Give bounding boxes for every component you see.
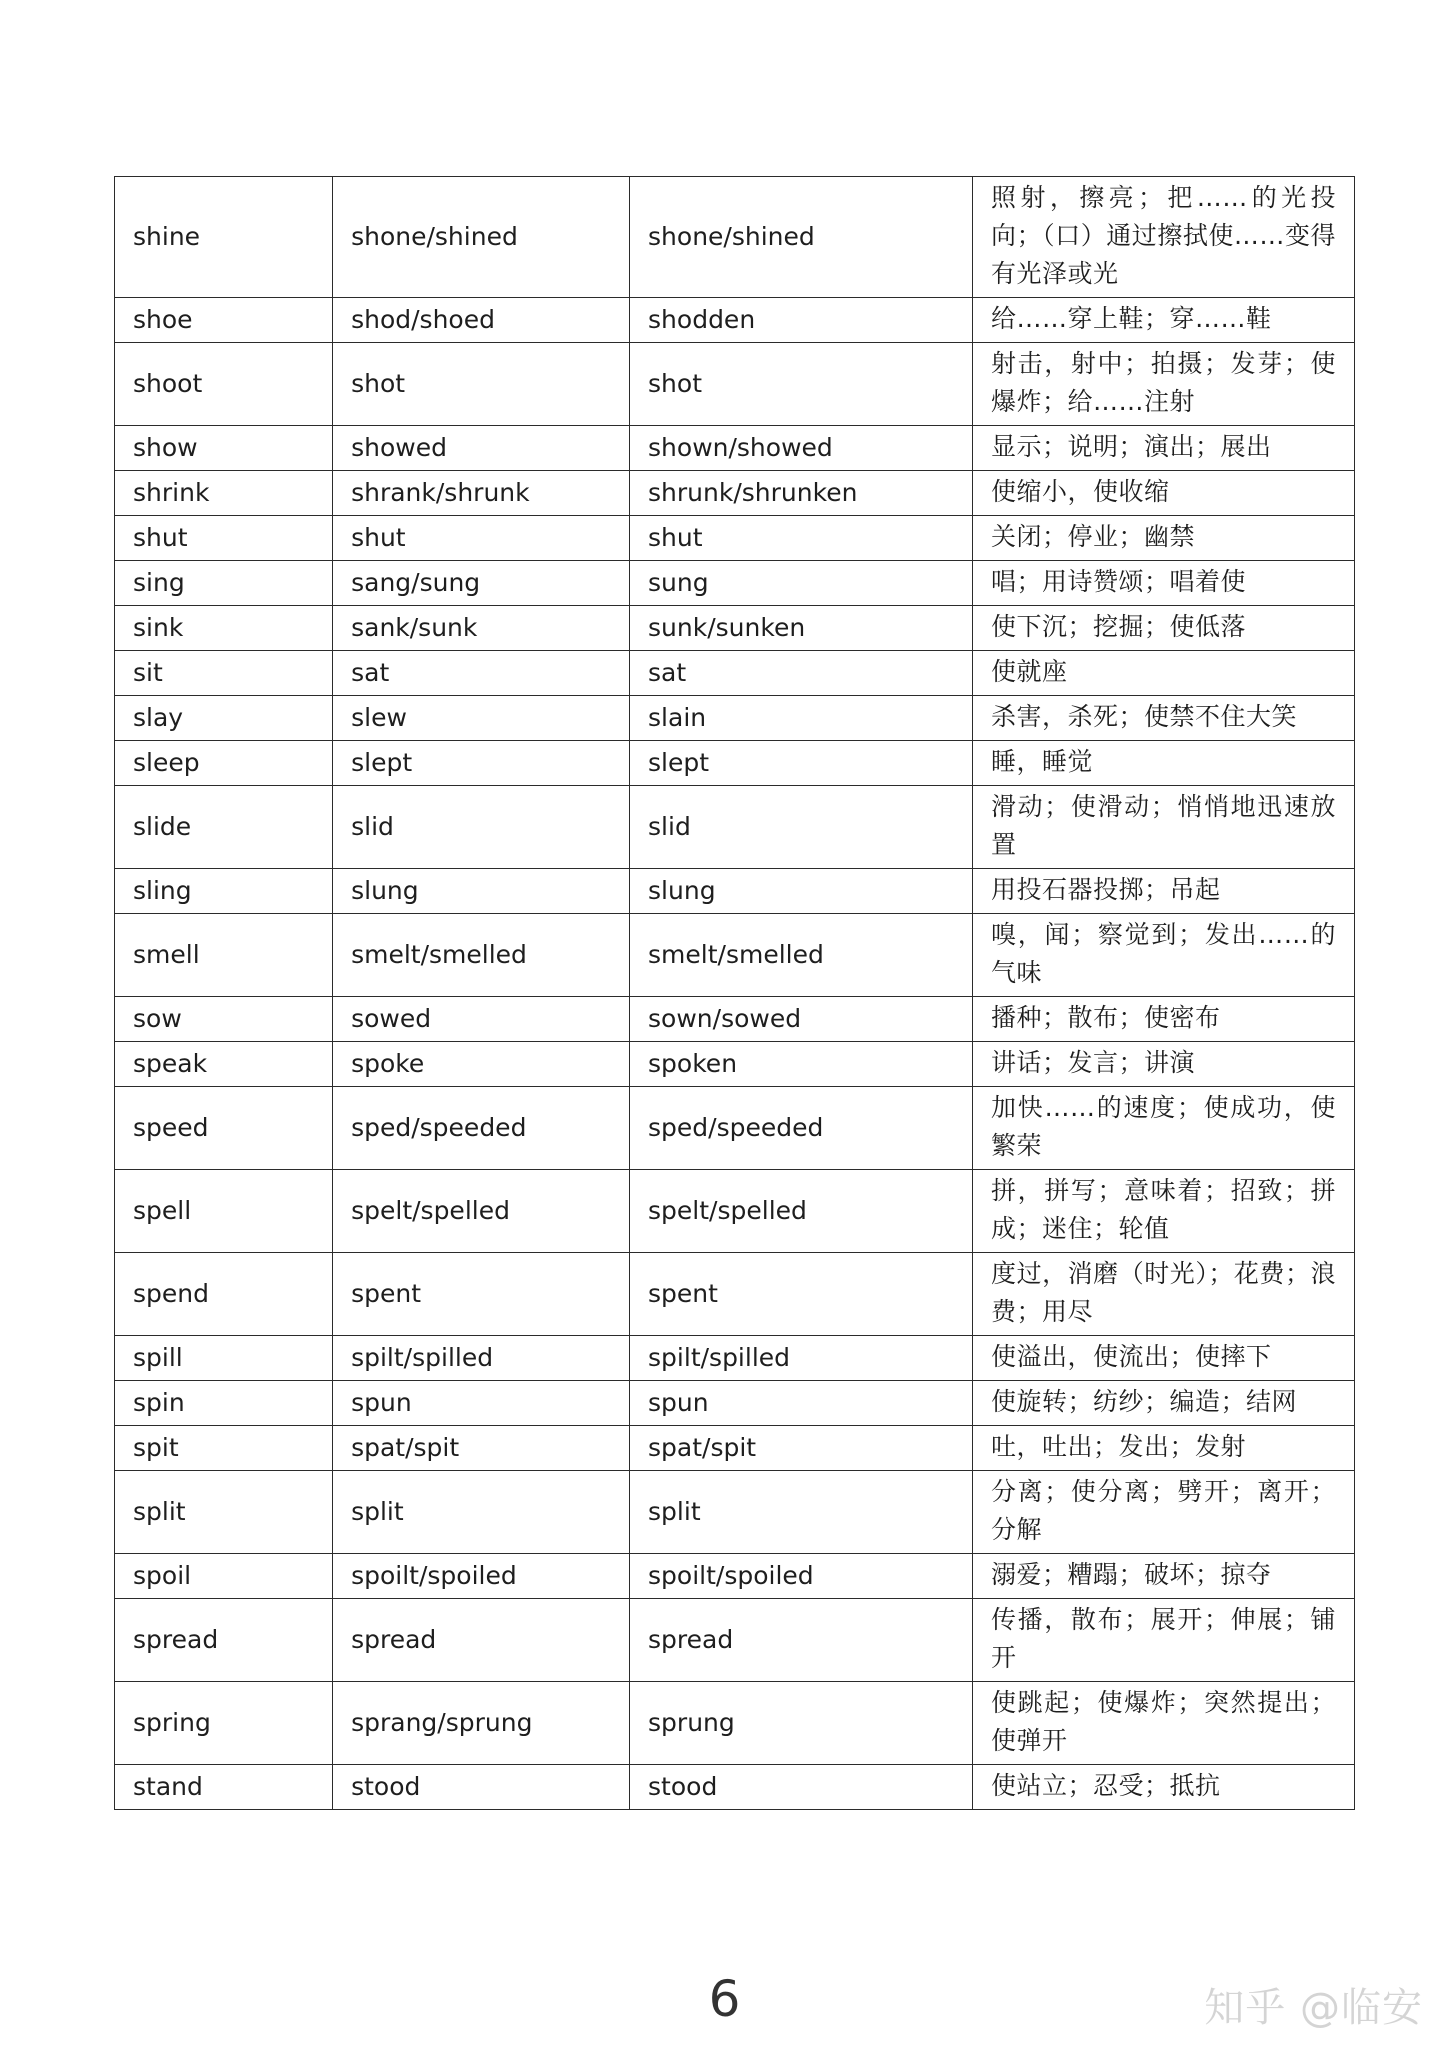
table-row bbox=[115, 561, 1355, 606]
past-tense-cell: shot bbox=[333, 343, 630, 426]
base-form-cell: spill bbox=[115, 1336, 333, 1381]
table-row bbox=[115, 869, 1355, 914]
meaning-cell: 嗅，闻；察觉到；发出……的气味 bbox=[973, 914, 1355, 997]
meaning-cell: 射击，射中；拍摄；发芽；使爆炸；给……注射 bbox=[973, 343, 1355, 426]
meaning-cell: 使旋转；纺纱；编造；结网 bbox=[973, 1381, 1355, 1426]
meaning-cell: 关闭；停业；幽禁 bbox=[973, 516, 1355, 561]
past-participle-cell: smelt/smelled bbox=[630, 914, 973, 997]
table-row bbox=[115, 696, 1355, 741]
base-form-cell: spit bbox=[115, 1426, 333, 1471]
table-row bbox=[115, 741, 1355, 786]
base-form-cell: sit bbox=[115, 651, 333, 696]
past-participle-cell: sped/speeded bbox=[630, 1087, 973, 1170]
table-row bbox=[115, 426, 1355, 471]
base-form-cell: speed bbox=[115, 1087, 333, 1170]
meaning-cell: 用投石器投掷；吊起 bbox=[973, 869, 1355, 914]
meaning-cell: 播种；散布；使密布 bbox=[973, 997, 1355, 1042]
base-form-cell: sleep bbox=[115, 741, 333, 786]
verb-table-body bbox=[115, 177, 1355, 1810]
base-form-cell: sow bbox=[115, 997, 333, 1042]
table-row bbox=[115, 1087, 1355, 1170]
table-row bbox=[115, 1426, 1355, 1471]
base-form-cell: spend bbox=[115, 1253, 333, 1336]
meaning-cell: 使站立；忍受；抵抗 bbox=[973, 1765, 1355, 1810]
table-row bbox=[115, 1253, 1355, 1336]
past-tense-cell: stood bbox=[333, 1765, 630, 1810]
meaning-cell: 给……穿上鞋；穿……鞋 bbox=[973, 298, 1355, 343]
past-participle-cell: sown/sowed bbox=[630, 997, 973, 1042]
table-row bbox=[115, 997, 1355, 1042]
past-participle-cell: spoilt/spoiled bbox=[630, 1554, 973, 1599]
past-tense-cell: spun bbox=[333, 1381, 630, 1426]
past-tense-cell: sprang/sprung bbox=[333, 1682, 630, 1765]
past-participle-cell: spread bbox=[630, 1599, 973, 1682]
meaning-cell: 使跳起；使爆炸；突然提出；使弹开 bbox=[973, 1682, 1355, 1765]
table-row bbox=[115, 786, 1355, 869]
meaning-cell: 杀害，杀死；使禁不住大笑 bbox=[973, 696, 1355, 741]
table-row bbox=[115, 298, 1355, 343]
past-tense-cell: showed bbox=[333, 426, 630, 471]
past-participle-cell: spat/spit bbox=[630, 1426, 973, 1471]
past-tense-cell: split bbox=[333, 1471, 630, 1554]
table-row bbox=[115, 471, 1355, 516]
past-participle-cell: slung bbox=[630, 869, 973, 914]
past-participle-cell: shot bbox=[630, 343, 973, 426]
meaning-cell: 滑动；使滑动；悄悄地迅速放置 bbox=[973, 786, 1355, 869]
meaning-cell: 加快……的速度；使成功，使繁荣 bbox=[973, 1087, 1355, 1170]
past-participle-cell: spent bbox=[630, 1253, 973, 1336]
meaning-cell: 度过，消磨（时光）；花费；浪费；用尽 bbox=[973, 1253, 1355, 1336]
past-participle-cell: sat bbox=[630, 651, 973, 696]
page-number: 6 bbox=[708, 1970, 741, 2028]
past-participle-cell: sunk/sunken bbox=[630, 606, 973, 651]
past-tense-cell: sank/sunk bbox=[333, 606, 630, 651]
past-tense-cell: spent bbox=[333, 1253, 630, 1336]
base-form-cell: shut bbox=[115, 516, 333, 561]
base-form-cell: smell bbox=[115, 914, 333, 997]
meaning-cell: 照射，擦亮；把……的光投向；（口）通过擦拭使……变得有光泽或光 bbox=[973, 177, 1355, 298]
past-participle-cell: spilt/spilled bbox=[630, 1336, 973, 1381]
table-row bbox=[115, 343, 1355, 426]
past-participle-cell: spun bbox=[630, 1381, 973, 1426]
past-tense-cell: shrank/shrunk bbox=[333, 471, 630, 516]
meaning-cell: 讲话；发言；讲演 bbox=[973, 1042, 1355, 1087]
table-row bbox=[115, 1599, 1355, 1682]
table-row bbox=[115, 1471, 1355, 1554]
past-participle-cell: shown/showed bbox=[630, 426, 973, 471]
past-participle-cell: shut bbox=[630, 516, 973, 561]
meaning-cell: 唱；用诗赞颂；唱着使 bbox=[973, 561, 1355, 606]
table-row bbox=[115, 516, 1355, 561]
base-form-cell: speak bbox=[115, 1042, 333, 1087]
meaning-cell: 睡，睡觉 bbox=[973, 741, 1355, 786]
base-form-cell: shoe bbox=[115, 298, 333, 343]
table-row bbox=[115, 651, 1355, 696]
past-tense-cell: smelt/smelled bbox=[333, 914, 630, 997]
table-row bbox=[115, 1170, 1355, 1253]
base-form-cell: stand bbox=[115, 1765, 333, 1810]
meaning-cell: 显示；说明；演出；展出 bbox=[973, 426, 1355, 471]
table-row bbox=[115, 1042, 1355, 1087]
past-tense-cell: spat/spit bbox=[333, 1426, 630, 1471]
base-form-cell: sling bbox=[115, 869, 333, 914]
past-tense-cell: spilt/spilled bbox=[333, 1336, 630, 1381]
past-participle-cell: shodden bbox=[630, 298, 973, 343]
irregular-verb-table bbox=[114, 176, 1355, 1810]
base-form-cell: slide bbox=[115, 786, 333, 869]
past-tense-cell: sowed bbox=[333, 997, 630, 1042]
meaning-cell: 吐，吐出；发出；发射 bbox=[973, 1426, 1355, 1471]
table-row bbox=[115, 1682, 1355, 1765]
past-tense-cell: spread bbox=[333, 1599, 630, 1682]
past-tense-cell: shut bbox=[333, 516, 630, 561]
base-form-cell: spell bbox=[115, 1170, 333, 1253]
table-row bbox=[115, 177, 1355, 298]
past-participle-cell: split bbox=[630, 1471, 973, 1554]
table-row bbox=[115, 1765, 1355, 1810]
past-tense-cell: spoke bbox=[333, 1042, 630, 1087]
base-form-cell: slay bbox=[115, 696, 333, 741]
meaning-cell: 使就座 bbox=[973, 651, 1355, 696]
past-participle-cell: shone/shined bbox=[630, 177, 973, 298]
past-participle-cell: sung bbox=[630, 561, 973, 606]
past-participle-cell: slain bbox=[630, 696, 973, 741]
past-tense-cell: sang/sung bbox=[333, 561, 630, 606]
past-tense-cell: slept bbox=[333, 741, 630, 786]
meaning-cell: 溺爱；糟蹋；破坏；掠夺 bbox=[973, 1554, 1355, 1599]
meaning-cell: 使溢出，使流出；使摔下 bbox=[973, 1336, 1355, 1381]
meaning-cell: 传播，散布；展开；伸展；铺开 bbox=[973, 1599, 1355, 1682]
meaning-cell: 使缩小，使收缩 bbox=[973, 471, 1355, 516]
past-participle-cell: spelt/spelled bbox=[630, 1170, 973, 1253]
past-tense-cell: spoilt/spoiled bbox=[333, 1554, 630, 1599]
base-form-cell: spread bbox=[115, 1599, 333, 1682]
past-participle-cell: slept bbox=[630, 741, 973, 786]
base-form-cell: show bbox=[115, 426, 333, 471]
base-form-cell: sing bbox=[115, 561, 333, 606]
past-participle-cell: slid bbox=[630, 786, 973, 869]
base-form-cell: shrink bbox=[115, 471, 333, 516]
table-row bbox=[115, 1554, 1355, 1599]
base-form-cell: spin bbox=[115, 1381, 333, 1426]
base-form-cell: split bbox=[115, 1471, 333, 1554]
base-form-cell: spoil bbox=[115, 1554, 333, 1599]
past-tense-cell: spelt/spelled bbox=[333, 1170, 630, 1253]
past-tense-cell: shod/shoed bbox=[333, 298, 630, 343]
meaning-cell: 拼，拼写；意味着；招致；拼成；迷住；轮值 bbox=[973, 1170, 1355, 1253]
table-row bbox=[115, 914, 1355, 997]
base-form-cell: shine bbox=[115, 177, 333, 298]
past-tense-cell: slew bbox=[333, 696, 630, 741]
base-form-cell: spring bbox=[115, 1682, 333, 1765]
past-tense-cell: slung bbox=[333, 869, 630, 914]
table-row bbox=[115, 606, 1355, 651]
meaning-cell: 使下沉；挖掘；使低落 bbox=[973, 606, 1355, 651]
past-participle-cell: shrunk/shrunken bbox=[630, 471, 973, 516]
meaning-cell: 分离；使分离；劈开；离开；分解 bbox=[973, 1471, 1355, 1554]
table-row bbox=[115, 1381, 1355, 1426]
table-row bbox=[115, 1336, 1355, 1381]
past-tense-cell: sped/speeded bbox=[333, 1087, 630, 1170]
past-tense-cell: sat bbox=[333, 651, 630, 696]
past-participle-cell: sprung bbox=[630, 1682, 973, 1765]
base-form-cell: shoot bbox=[115, 343, 333, 426]
past-participle-cell: stood bbox=[630, 1765, 973, 1810]
base-form-cell: sink bbox=[115, 606, 333, 651]
past-participle-cell: spoken bbox=[630, 1042, 973, 1087]
past-tense-cell: shone/shined bbox=[333, 177, 630, 298]
past-tense-cell: slid bbox=[333, 786, 630, 869]
watermark: 知乎 @临安 bbox=[1204, 1985, 1423, 2031]
